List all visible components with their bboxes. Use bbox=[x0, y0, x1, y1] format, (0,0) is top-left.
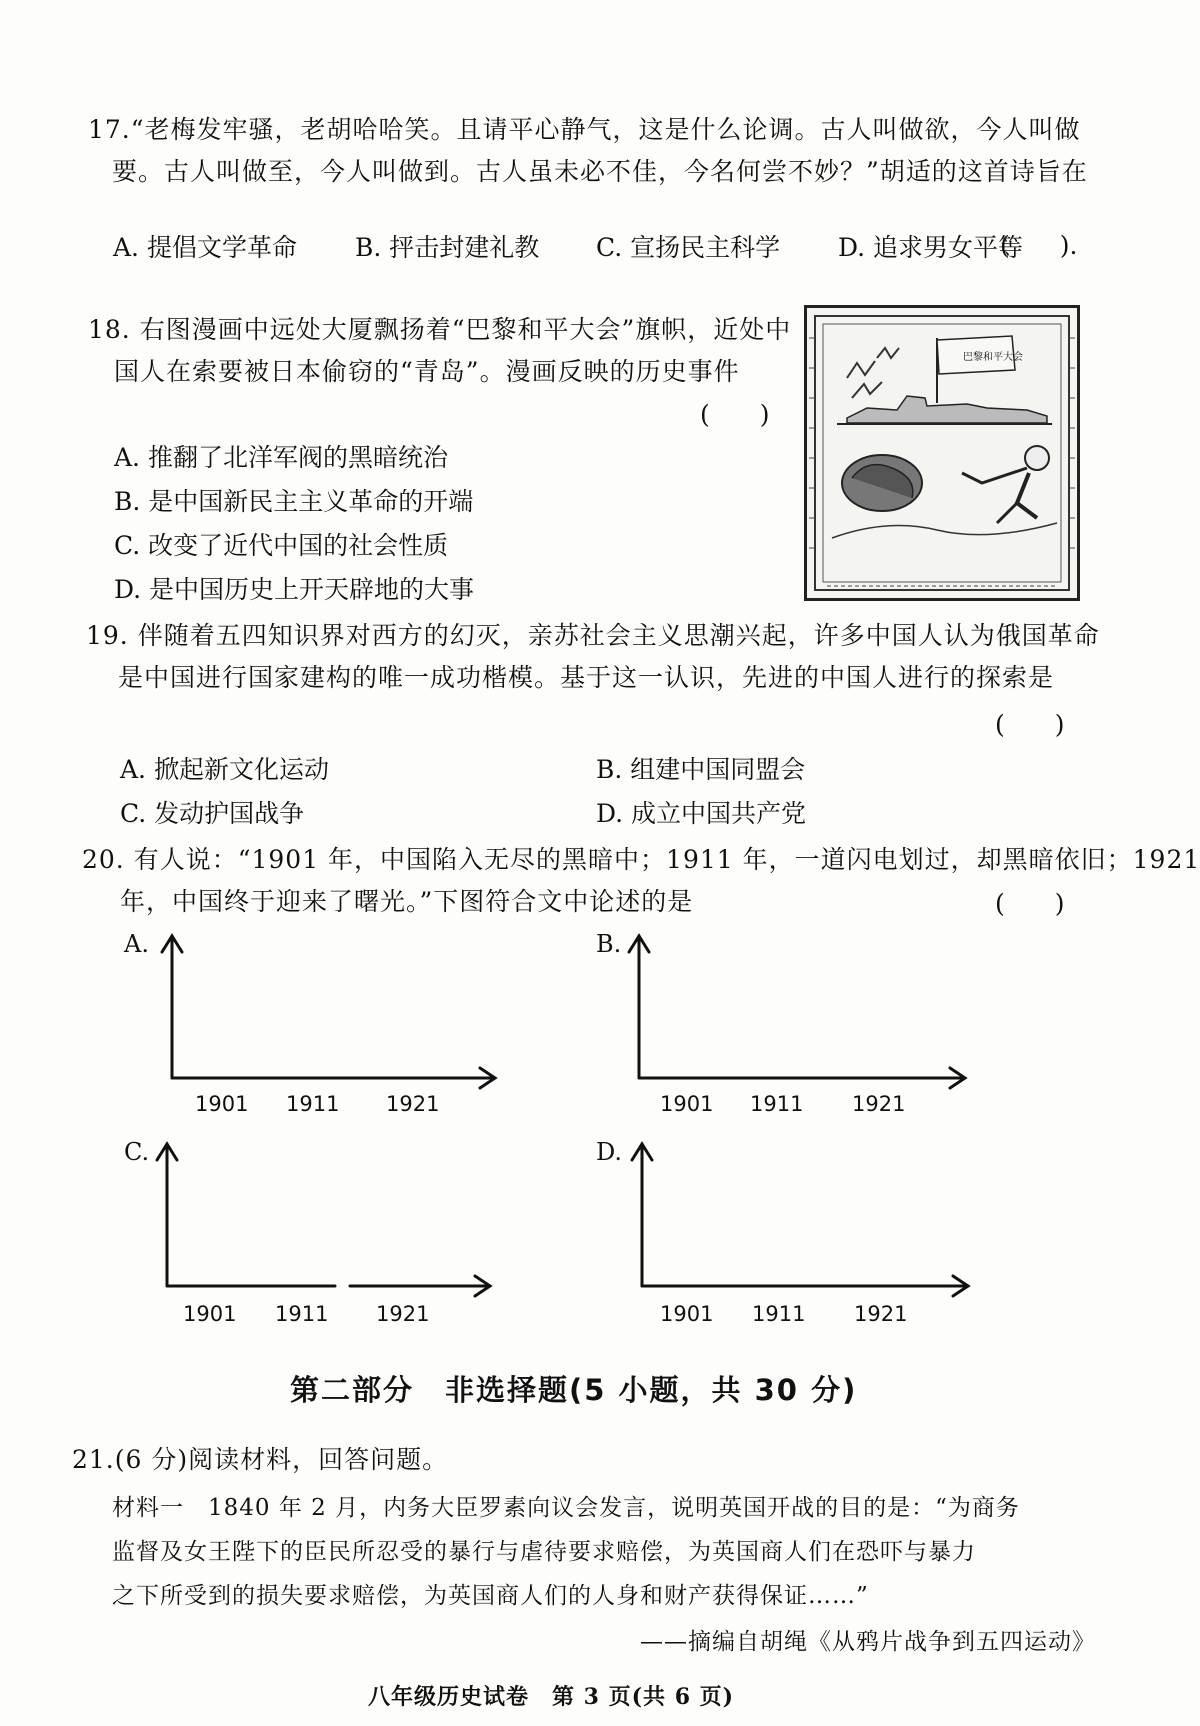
page-footer: 八年级历史试卷 第 3 页(共 6 页) bbox=[368, 1684, 735, 1710]
q19-answer-paren: ( ) bbox=[995, 710, 1065, 739]
graph-b-label: B. bbox=[596, 930, 622, 958]
q19-option-b: B. 组建中国同盟会 bbox=[596, 755, 806, 784]
q19-option-a: A. 掀起新文化运动 bbox=[120, 755, 329, 784]
q19-option-d: D. 成立中国共产党 bbox=[596, 799, 807, 828]
q21-heading: 21.(6 分)阅读材料，回答问题。 bbox=[72, 1445, 449, 1474]
graph-c-label: C. bbox=[124, 1138, 150, 1166]
q19-line1: 19. 伴随着五四知识界对西方的幻灭，亲苏社会主义思潮兴起，许多中国人认为俄国革命 bbox=[86, 621, 1100, 650]
graph-c-tick-1921: 1921 bbox=[376, 1302, 430, 1326]
q17-option-a: A. 提倡文学革命 bbox=[113, 233, 297, 262]
graph-c bbox=[145, 1138, 505, 1298]
q17-answer-paren: ( ). bbox=[1000, 231, 1078, 260]
graph-d-tick-1921: 1921 bbox=[854, 1302, 908, 1326]
q21-material1-line2: 监督及女王陛下的臣民所忍受的暴行与虐待要求赔偿，为英国商人们在恐吓与暴力 bbox=[112, 1539, 976, 1565]
q17-option-c: C. 宣扬民主科学 bbox=[596, 233, 781, 262]
q17-option-d: D. 追求男女平等 bbox=[838, 233, 1024, 262]
q17-option-b: B. 抨击封建礼教 bbox=[355, 233, 540, 262]
q18-option-a: A. 推翻了北洋军阀的黑暗统治 bbox=[114, 443, 448, 472]
graph-a bbox=[150, 930, 510, 1090]
graph-a-tick-1911: 1911 bbox=[286, 1092, 340, 1116]
graph-b-tick-1921: 1921 bbox=[852, 1092, 906, 1116]
cartoon-flag-text: 巴黎和平大会 bbox=[963, 352, 1023, 363]
q18-line1: 18. 右图漫画中远处大厦飘扬着“巴黎和平大会”旗帜，近处中 bbox=[88, 315, 792, 344]
q19-option-c: C. 发动护国战争 bbox=[120, 799, 305, 828]
q18-option-c: C. 改变了近代中国的社会性质 bbox=[114, 531, 449, 560]
q18-option-b: B. 是中国新民主主义革命的开端 bbox=[114, 487, 474, 516]
q21-material1-line1: 材料一 1840 年 2 月，内务大臣罗素向议会发言，说明英国开战的目的是：“为商务 bbox=[112, 1495, 1020, 1521]
q20-line1: 20. 有人说：“1901 年，中国陷入无尽的黑暗中；1911 年，一道闪电划过，却黑暗依旧；1921 bbox=[82, 845, 1200, 874]
graph-a-tick-1901: 1901 bbox=[195, 1092, 249, 1116]
graph-a-tick-1921: 1921 bbox=[386, 1092, 440, 1116]
graph-d-label: D. bbox=[596, 1138, 623, 1166]
q17-line2: 要。古人叫做至，今人叫做到。古人虽未必不佳，今名何尝不妙？”胡适的这首诗旨在 bbox=[112, 157, 1088, 186]
q18-cartoon-image bbox=[804, 305, 1080, 601]
q20-answer-paren: ( ) bbox=[995, 889, 1065, 918]
q18-option-d: D. 是中国历史上开天辟地的大事 bbox=[114, 575, 475, 604]
graph-a-label: A. bbox=[124, 930, 149, 958]
graph-c-tick-1911: 1911 bbox=[275, 1302, 329, 1326]
q18-answer-paren: ( ) bbox=[700, 400, 770, 429]
q18-line2: 国人在索要被日本偷窃的“青岛”。漫画反映的历史事件 bbox=[114, 357, 740, 386]
graph-d bbox=[618, 1138, 988, 1298]
graph-b-tick-1911: 1911 bbox=[750, 1092, 804, 1116]
q19-line2: 是中国进行国家建构的唯一成功楷模。基于这一认识，先进的中国人进行的探索是 bbox=[118, 663, 1055, 692]
cartoon-drawing bbox=[807, 308, 1077, 598]
q21-material1-line3: 之下所受到的损失要求赔偿，为英国商人们的人身和财产获得保证……” bbox=[112, 1583, 869, 1609]
q20-line2: 年，中国终于迎来了曙光。”下图符合文中论述的是 bbox=[120, 887, 694, 916]
graph-b-tick-1901: 1901 bbox=[660, 1092, 714, 1116]
graph-c-tick-1901: 1901 bbox=[183, 1302, 237, 1326]
section-2-title: 第二部分 非选择题(5 小题，共 30 分) bbox=[290, 1373, 858, 1407]
q17-line1: 17.“老梅发牢骚，老胡哈哈笑。且请平心静气，这是什么论调。古人叫做欲，今人叫做 bbox=[88, 115, 1081, 144]
graph-d-tick-1901: 1901 bbox=[660, 1302, 714, 1326]
graph-d-tick-1911: 1911 bbox=[752, 1302, 806, 1326]
q21-source-citation: ——摘编自胡绳《从鸦片战争到五四运动》 bbox=[640, 1629, 1096, 1655]
graph-b bbox=[615, 930, 985, 1090]
